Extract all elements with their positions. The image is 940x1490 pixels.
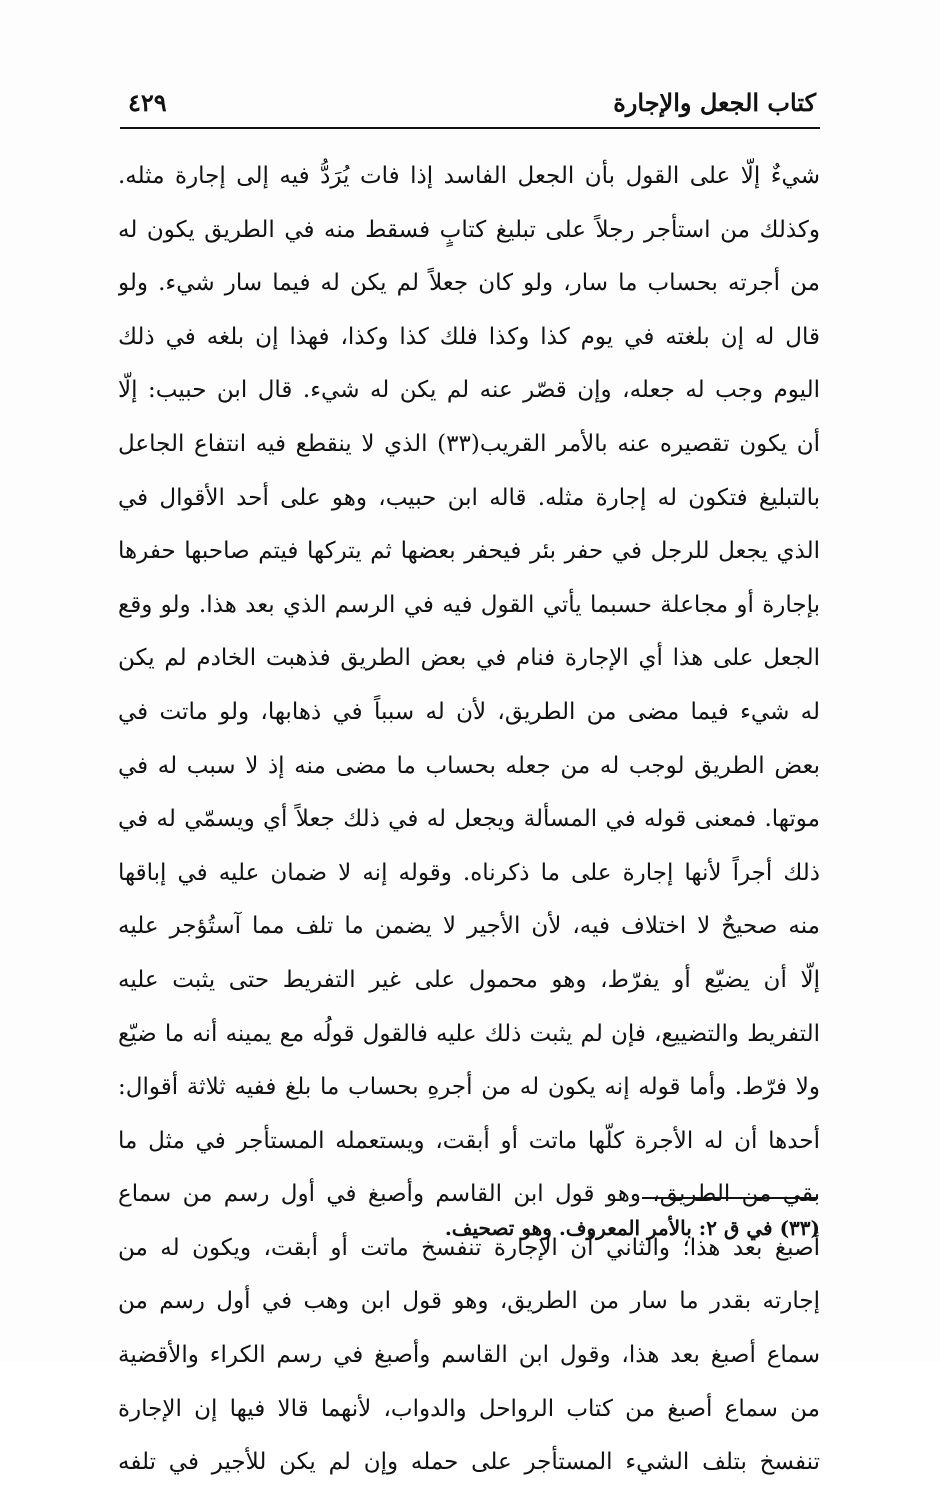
text-line: أحدها أن له الأجرة كلّها ماتت أو أبقت، ويستعمله المستأجر في مثل ما bbox=[118, 1127, 820, 1154]
page-header bbox=[120, 86, 820, 126]
text-line: شيءٌ إلّا على القول بأن الجعل الفاسد إذا فات يُرَدُّ فيه إلى إجارة مثله. bbox=[118, 163, 820, 189]
text-line: إلّا أن يضيّع أو يفرّط، وهو محمول على غير التفريط حتى يثبت عليه bbox=[118, 966, 820, 993]
page-number: ٤٢٩ bbox=[128, 88, 167, 117]
footnote: (٣٣) في ق ٢: بالأمر المعروف. وهو تصحيف. bbox=[444, 1216, 820, 1240]
text-line: بعض الطريق لوجب له من جعله بحساب ما مضى منه إذ لا سبب له في bbox=[118, 752, 820, 779]
text-line: إجارته بقدر ما سار من الطريق، وهو قول ابن وهب في أول رسم من bbox=[118, 1288, 820, 1315]
text-line: قال له إن بلغته في يوم كذا وكذا فلك كذا وكذا، فهذا إن بلغه في ذلك bbox=[118, 323, 820, 350]
text-line: سماع أصبغ بعد هذا، وقول ابن القاسم وأصبغ في رسم الكراء والأقضية bbox=[118, 1342, 820, 1369]
text-line: موتها. فمعنى قوله في المسألة ويجعل له في ذلك جعلاً أي ويسمّي له في bbox=[118, 806, 820, 833]
text-line: بإجارة أو مجاعلة حسبما يأتي القول فيه في الرسم الذي بعد هذا. ولو وقع bbox=[118, 591, 820, 618]
text-line: الذي يجعل للرجل في حفر بئر فيحفر بعضها ثم يتركها فيتم صاحبها حفرها bbox=[118, 538, 820, 565]
text-line: تنفسخ بتلف الشيء المستأجر على حمله وإن لم يكن للأجير في تلفه bbox=[118, 1449, 820, 1476]
text-line: بالتبليغ فتكون له إجارة مثله. قاله ابن حبيب، وهو على أحد الأقوال في bbox=[118, 484, 820, 511]
text-line: من أجرته بحساب ما سار، ولو كان جعلاً لم يكن له فيما سار شيء. ولو bbox=[118, 270, 820, 297]
text-line: وكذلك من استأجر رجلاً على تبليغ كتابٍ فسقط منه في الطريق يكون له bbox=[118, 216, 820, 243]
body-text bbox=[118, 150, 820, 1490]
text-line: بقي من الطريق، وهو قول ابن القاسم وأصبغ في أول رسم من سماع bbox=[118, 1181, 820, 1208]
text-line: أن يكون تقصيره عنه بالأمر القريب(٣٣) الذي لا ينقطع فيه انتفاع الجاعل bbox=[118, 430, 820, 457]
text-line: أصبغ بعد هذا؛ والثاني أن الإجارة تنفسخ ماتت أو أبقت، ويكون له من bbox=[118, 1234, 820, 1261]
text-line: من سماع أصبغ من كتاب الرواحل والدواب، لأنهما قالا فيها إن الإجارة bbox=[118, 1395, 820, 1422]
text-line: الجعل على هذا أي الإجارة فنام في بعض الطريق فذهبت الخادم لم يكن bbox=[118, 645, 820, 672]
footnote-rule bbox=[642, 1197, 818, 1199]
running-title: كتاب الجعل والإجارة bbox=[613, 88, 816, 117]
text-line: له شيء فيما مضى من الطريق، لأن له سبباً في ذهابها، ولو ماتت في bbox=[118, 698, 820, 725]
header-rule bbox=[120, 127, 820, 129]
text-line: اليوم وجب له جعله، وإن قصّر عنه لم يكن له شيء. قال ابن حبيب: إلّا bbox=[118, 377, 820, 404]
text-line: ذلك أجراً لأنها إجارة على ما ذكرناه. وقوله إنه لا ضمان عليه في إباقها bbox=[118, 859, 820, 886]
text-line: منه صحيحٌ لا اختلاف فيه، لأن الأجير لا يضمن ما تلف مما آستُؤجر عليه bbox=[118, 913, 820, 940]
text-line: التفريط والتضييع، فإن لم يثبت ذلك عليه فالقول قولُه مع يمينه أنه ما ضيّع bbox=[118, 1020, 820, 1047]
text-line: ولا فرّط. وأما قوله إنه يكون له من أجرهِ بحساب ما بلغ ففيه ثلاثة أقوال: bbox=[118, 1074, 820, 1101]
